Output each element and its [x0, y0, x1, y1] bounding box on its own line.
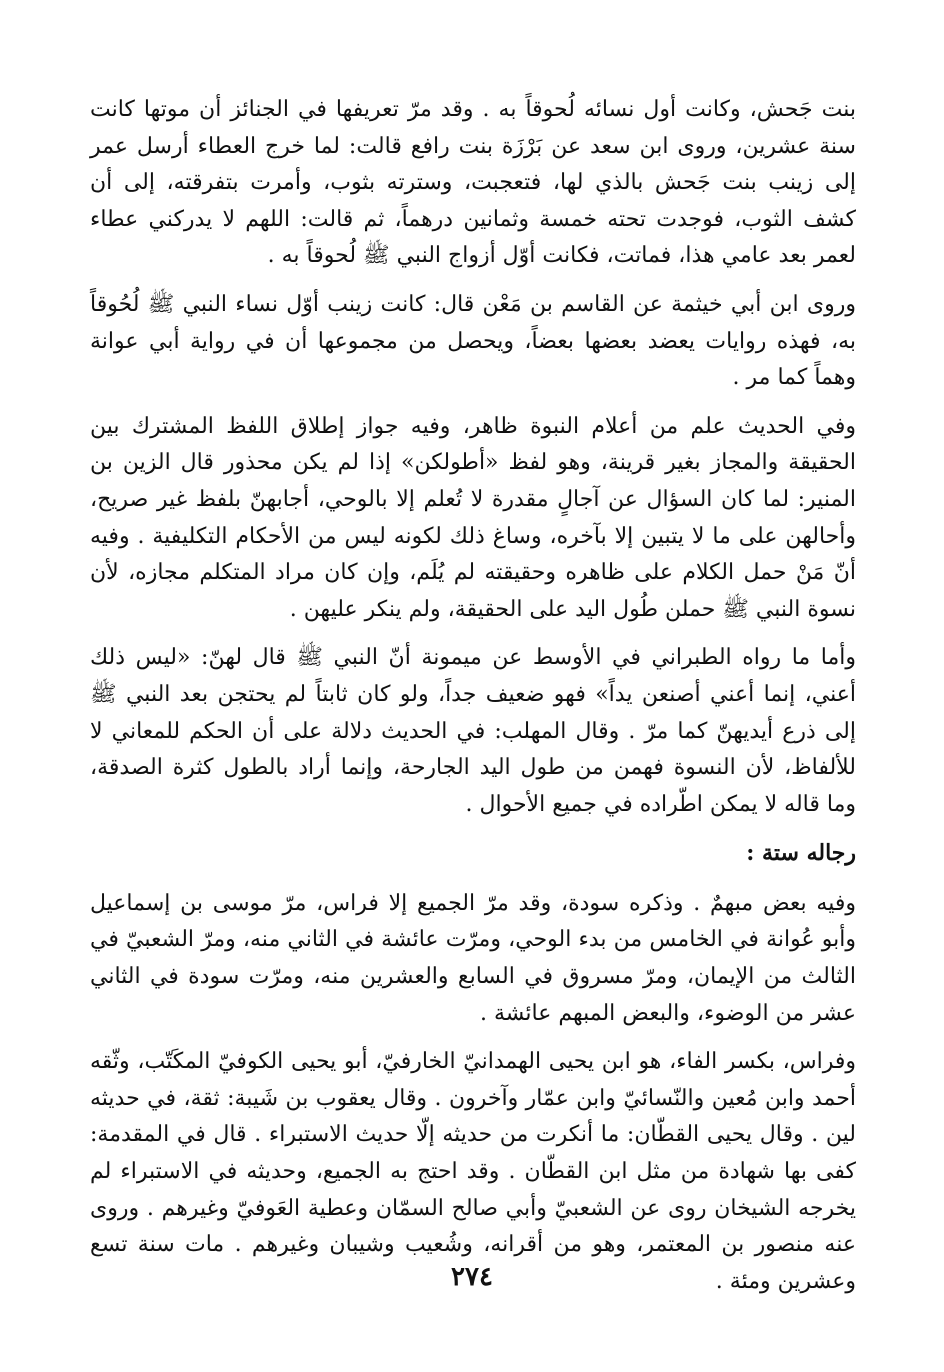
page-number: ٢٧٤: [451, 1262, 493, 1292]
page-body: [90, 92, 856, 1300]
paragraph-6: وفراس، بكسر الفاء، هو ابن يحيى الهمدانيّ الخارفيّ، أبو يحيى الكوفيّ المكَتّب، وثّقه أحمد وابن مُعين والنّسائيّ وابن عمّار وآخرون . وقال يعقوب بن شَيبة: ثقة، في حديثه لين . وقال يحيى القطّان: ما أنكرت من حديثه إلّا حديث الاستبراء . قال في المقدمة: كفى بها شهادة من مثل ابن القطّان . وقد احتج به الجميع، وحديثه في الاستبراء لم يخرجه الشيخان روى عن الشعبيّ وأبي صالح السمّان وعطية العَوفيّ وغيرهم . وروى عنه منصور بن المعتمر، وهو من أقرانه، وشُعيب وشيبان وغيرهم . مات سنة تسع وعشرين ومئة .: [90, 1049, 856, 1294]
paragraph-5: وفيه بعض مبهمٌ . وذكره سودة، وقد مرّ الجميع إلا فراس، مرّ موسى بن إسماعيل وأبو عُوانة في الخامس من بدء الوحي، ومرّت عائشة في الثاني منه، ومرّ الشعبيّ في الثالث من الإيمان، ومرّ مسروق في السابع والعشرين منه، ومرّت سودة في الثاني عشر من الوضوء، والبعض المبهم عائشة .: [90, 890, 856, 1026]
paragraph-3: وفي الحديث علم من أعلام النبوة ظاهر، وفيه جواز إطلاق اللفظ المشترك بين الحقيقة والمجاز بغير قرينة، وهو لفظ «أطولكن» إذا لم يكن محذور قال الزين بن المنير: لما كان السؤال عن آجالٍ مقدرة لا تُعلم إلا بالوحي، أجابهنّ بلفظ غير صريح، وأحالهن على ما لا يتبين إلا بآخره، وساغ ذلك لكونه ليس من الأحكام التكليفية . وفيه أنّ مَنْ حمل الكلام على ظاهره وحقيقته لم يُلَم، وإن كان مراد المتكلم مجازه، لأن نسوة النبي ﷺ حملن طُول اليد على الحقيقة، ولم ينكر عليهن .: [90, 413, 856, 622]
paragraph-2: وروى ابن أبي خيثمة عن القاسم بن مَعْن قال: كانت زينب أوّل نساء النبي ﷺ لُحُوقاً به، فهذه روايات يعضد بعضها بعضاً، ويحصل من مجموعها أن في رواية أبي عوانة وهماً كما مر .: [90, 291, 856, 391]
paragraph-4: وأما ما رواه الطبراني في الأوسط عن ميمونة أنّ النبي ﷺ قال لهنّ: «ليس ذلك أعني، إنما أعني أصنعن يداً» فهو ضعيف جداً، ولو كان ثابتاً لم يحتجن بعد النبي ﷺ إلى ذرع أيديهنّ كما مرّ . وقال المهلب: في الحديث دلالة على أن الحكم للمعاني لا للألفاظ، لأن النسوة فهمن من طول اليد الجارحة، وإنما أراد بالطول كثرة الصدقة، وما قاله لا يمكن اطّراده في جميع الأحوال .: [90, 645, 856, 817]
section-heading: رجاله ستة :: [746, 840, 856, 867]
paragraph-1: بنت جَحش، وكانت أول نسائه لُحوقاً به . وقد مرّ تعريفها في الجنائز أن موتها كانت سنة عشرين، وروى ابن سعد عن بَرْزَة بنت رافع قالت: لما خرج العطاء أرسل عمر إلى زينب بنت جَحش بالذي لها، فتعجبت، وسترته بثوب، وأمرت بتفرقته، إلى أن كشف الثوب، فوجدت تحته خمسة وثمانين درهماً، ثم قالت: اللهم لا يدركني عطاء لعمر بعد عامي هذا، فماتت، فكانت أوّل أزواج النبي ﷺ لُحوقاً به .: [90, 97, 856, 269]
